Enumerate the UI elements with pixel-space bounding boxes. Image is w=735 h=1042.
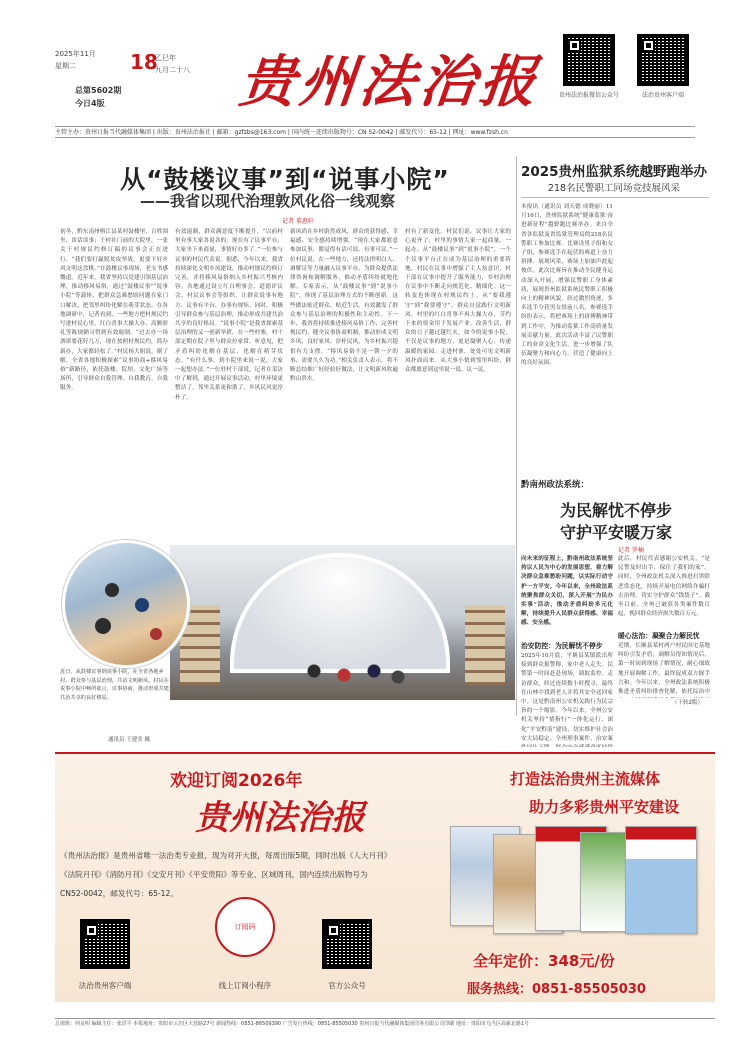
photo-bookshelf-right [465,605,505,685]
lead-column-1: 初冬，黔东南州榕江县某村鼓楼里，百姓围坐、谈话谈事；千村社门前的大院里，一张关于村规民约修订稿的议事会正在进行。“我们要打赢脱贫攻坚战，更要下好乡风文明这盘棋。”在鼓楼议事现场，老支书感慨道。近年来，我省坚持以党建引领基层治理，推动移风易俗，通过“鼓楼议事”“说事小院”等载体，把群众急难愁盼问题在家门口解决，把邻里纠纷化解在萌芽状态。在各地调研中，记者看到，一些地方把村规民约写进村民心里，红白喜事大操大办、高额彩礼等陈规陋习得到有效遏制。“过去办一场酒席要花好几万，现在按照村规民约，简办新办，大家都轻松了。”村民杨大姐说。据了解，全省各地积极探索“议事协商+移风易俗”新路径，依托鼓楼、院坝、文化广场等场所，引导群众自我管理、自我教育、自我服务。 [60,229,168,392]
ad-stamp-seal: 订阅码 [215,897,275,957]
photo-credit: 通讯员 王建美 摄 [108,737,150,743]
ad-welcome: 欢迎订阅2026年 [170,771,303,791]
ad-wechat-qr-code[interactable] [322,919,372,969]
children-photo[interactable] [62,540,190,668]
special-subheading-1: 治安防控：为民解忧不停步 [521,642,603,650]
photo-caption: 近日，从鼓楼议事到说事小院，在全省各地乡村，群众参与基层治理，共话文明新风。村民在说事小院中畅所欲言，议事协商，推动形成共建共治共享的良好格局。 [60,669,169,701]
special-section-label: 黔南州政法系统： [521,480,590,490]
special-intro: 向未来的征程上，黔南州政法系统坚持以人民为中心的发展思想，着力解决群众急难愁盼问题，以实际行动守护一方平安。今年以来，全州政法系统聚焦群众关切，深入开展“为民办实事”活动，推动矛盾纠纷多元化解，持续提升人民群众获得感、幸福感、安全感。 [521,556,613,627]
newspaper-logo: 贵州法治报 [236,49,544,115]
masthead [55,28,695,122]
app-qr-code[interactable] [637,34,689,86]
lead-subhead: ——我省以现代治理敦风化俗一线观察 [140,192,396,210]
ad-annual-price: 全年定价：348元/份 [473,952,615,970]
issue-date-block [55,48,127,72]
special-subheading-2: 暖心法治：凝聚合力解民忧 [618,632,700,640]
app-qr-caption: 法治贵州客户端 [641,92,684,99]
special-byline: 记者 罗楠 [618,547,644,554]
ad-qr-caption-3: 官方公众号 [328,981,366,990]
library-photo[interactable] [170,545,515,700]
lead-column-3: 新风尚在乡村蔚然成风，群众的获得感、幸福感、安全感持续增强。“现在大家都愿意参加议事，都觉得有话可说、有事可议。”一位村民说。在一些地方，还将法律明白人、调解员等力量融入议事平台，为群众提供法律咨询和调解服务，推动矛盾纠纷就地化解。专家表示，从“鼓楼议事”到“说事小院”，体现了基层治理方式的不断创新。这些做法贴近群众、贴近生活，有效激发了群众参与基层治理的积极性和主动性。下一步，我省将持续推进移风易俗工作，完善村规民约，健全议事协商机制，推动形成文明乡风、良好家风、淳朴民风，为乡村振兴提供有力支撑。“移风易俗不是一朝一夕的事，需要久久为功。”相关负责人表示，将不断总结推广好经验好做法，让文明新风吹遍黔山贵水。 [290,229,398,383]
photo-child-3 [95,618,111,634]
lead-column-2: 有效遏制，群众满意度不断提升。“以前村里有事大家各说各的，现在有了议事平台，大家坐下来商量，事情好办多了。”一位参与议事的村民代表说。据悉，今年以来，我省持续深化文明乡风建设，推动村规民约修订完善，并将移风易俗纳入乡村振兴考核内容。各地通过设立红白理事会、道德评议会、村民议事会等组织，让群众说事有地方、议事有平台、办事有规矩。同时，积极引导群众参与基层治理，推动形成共建共治共享的良好格局。“说事小院”是我省探索基层治理的又一创新举措。在一些村寨，村干部定期在院子里与群众拉家常、听意见，把矛盾纠纷化解在基层、化解在萌芽状态。“有什么事，到小院里来说一说，大家一起想办法。”一位驻村干部说。记者在采访中了解到，通过开展议事活动，村里环境更整洁了，邻里关系更和谐了，乡风民风更淳朴了。 [175,229,283,401]
ganzhi-year: 乙巳年 [155,54,176,62]
special-headline-line1: 为民解忧不停步 [560,501,673,520]
lead-byline: 记者 董惠轩 [282,218,314,225]
photo-people [290,655,410,695]
marathon-text-continued [618,203,710,468]
special-headline-line2: 守护平安暖万家 [560,523,673,542]
ad-logo: 贵州法治报 [195,798,365,838]
issue-day: 18 [130,50,158,74]
lead-headline[interactable]: 从“鼓楼议事”到“说事小院” [120,165,450,194]
photo-child-2 [135,598,149,612]
lead-column-4: 村有了新变化。村民们说，议事让大家的心更齐了，村里的事情大家一起商量、一起办。从“鼓楼议事”到“说事小院”，一个个议事平台正在成为基层治理的重要阵地。村民在议事中增强了主人翁意识，村干部在议事中提升了服务能力，乡村治理在议事中不断走向规范化、精细化。这一转变也体现在村规民约上。从“要我遵守”到“我要遵守”，群众自觉践行文明新风。村里的红白喜事不再大操大办，节约下来的资金用于发展产业、改善生活，群众的日子越过越红火。如今的说事小院，不仅是议事的地方，更是凝聚人心、传递温暖的家园。走进村寨，处处可见文明新风扑面而来。从大事小情到邻里纠纷，群众都愿意到这里说一说、议一议。 [405,229,511,374]
marathon-rule [521,197,709,198]
footer-info: 总值班：何良明 编辑主任：张洪平 本报地址：贵阳市云岩区大营路27号 新闻热线：0851-86509390 广告发行热线：0851-85505030 贵州日报当代融媒体集团印务有限公司印刷 地址：贵阳市乌当区高新北路1号 [55,1018,715,1029]
marathon-text: 本报讯（通讯员 刘天德 成晓丽）11月16日，贵州监狱系统“健康监狱·奋进新征程”越野跑比赛举办。来自全省各监狱及省监狱管理局的218名民警职工参加比赛。比赛设男子组和女子组，参赛选手在起伏的赛道上奋力拼搏、展现风采，赛场上加油声此起彼伏。此次比赛旨在推动全民健身运动深入开展，增强民警职工身体素质，展现贵州监狱系统民警职工积极向上的精神风貌。经过激烈角逐，多名选手分获男女组前八名。参赛选手纷纷表示，将把赛场上的拼搏精神带到工作中，为推动监狱工作高质量发展贡献力量。此次活动丰富了民警职工的业余文化生活，进一步增强了队伍凝聚力和向心力，营造了健康向上的良好氛围。 [521,204,613,367]
wechat-qr-caption: 贵州法治报微信公众号 [558,92,619,99]
special-column-b: 此后，村民代表感谢公安机关，“是民警及时出手，保住了我们的家”。同时，全州政法机关深入推进扫黑除恶常态化，持续开展电信网络诈骗打击治理，切实守护群众“钱袋子”。截至目前，全州已破获各类案件数百起，挽回群众经济损失数百万元。 [618,556,710,618]
ad-slogan-1: 打造法治贵州主流媒体 [510,770,661,788]
ad-slogan-2: 助力多彩贵州平安建设 [529,798,680,816]
page-count: 今日4版 [75,99,105,108]
special-column-c: 近期，长顺县某村两户村民因宅基地纠纷引发矛盾，调解员得知情况后，第一时间到现场了解情况，耐心细致地开展调解工作，最终促成双方握手言和。今年以来，全州政法系统积极推进矛盾纠纷排查化解，依托综治中 [618,643,710,696]
continued-note: （下转2版） [672,700,703,706]
issue-weekday: 星期二 [55,62,76,70]
marathon-headline[interactable]: 2025贵州监狱系统越野跑举办 [520,164,708,180]
total-issue: 总第5602期 [75,86,122,95]
subscription-advert[interactable] [55,752,715,1002]
special-column-a: 2025年10月底，平塘县某镇派出所接到群众报警称，家中老人走失。民警第一时间赶赴现场，调取监控、走访群众，经过连续数小时搜寻，最终在山林中找到老人并将其安全送回家中。这是黔南州公安机关践行为民宗旨的一个缩影。今年以来，全州公安机关坚持“情指行”一体化运行，深化“平安黔南”建设，切实维护社会治安大局稳定。全州刑事案件、治安案 [521,653,613,742]
issue-date: 2025年11月 [55,50,96,58]
lunar-date [155,52,190,76]
ad-app-qr-code[interactable] [80,919,130,969]
photo-child-1 [105,583,119,597]
issue-total-block [75,84,121,110]
ad-description: 《贵州法治报》是贵州省唯一法治类专业报，现为对开大报，每周出版5期，同时出版《人大月刊》《法院月刊》《消防月刊》《交安月刊》《平安贵阳》等专业、区域周刊，国内连续出版物号为CN52-0042，邮发代号：65-12。 [60,851,388,898]
ad-magazine-5 [625,826,697,934]
wechat-qr-code[interactable] [563,34,615,86]
marathon-subhead: 218名民警职工同场竞技展风采 [547,183,681,194]
special-headline[interactable] [560,500,672,544]
column-divider [516,156,517,716]
photo-child-4 [150,628,162,640]
ad-hotline[interactable]: 服务热线：0851-85505030 [467,982,646,997]
ad-qr-caption-1: 法治贵州客户端 [78,981,132,990]
lunar-day: 九月二十八 [155,66,190,74]
ad-qr-caption-2: 线上订阅小程序 [218,981,272,990]
publication-info-bar: 主管主办：贵州日报当代融媒体集团 | 出版：贵州法治报社 | 邮箱：gzfzbs@163.com | 国内统一连续出版物号：CN 52-0042 | 邮发代号：65-12 | 网址：www.fzsh.cn [55,126,695,138]
